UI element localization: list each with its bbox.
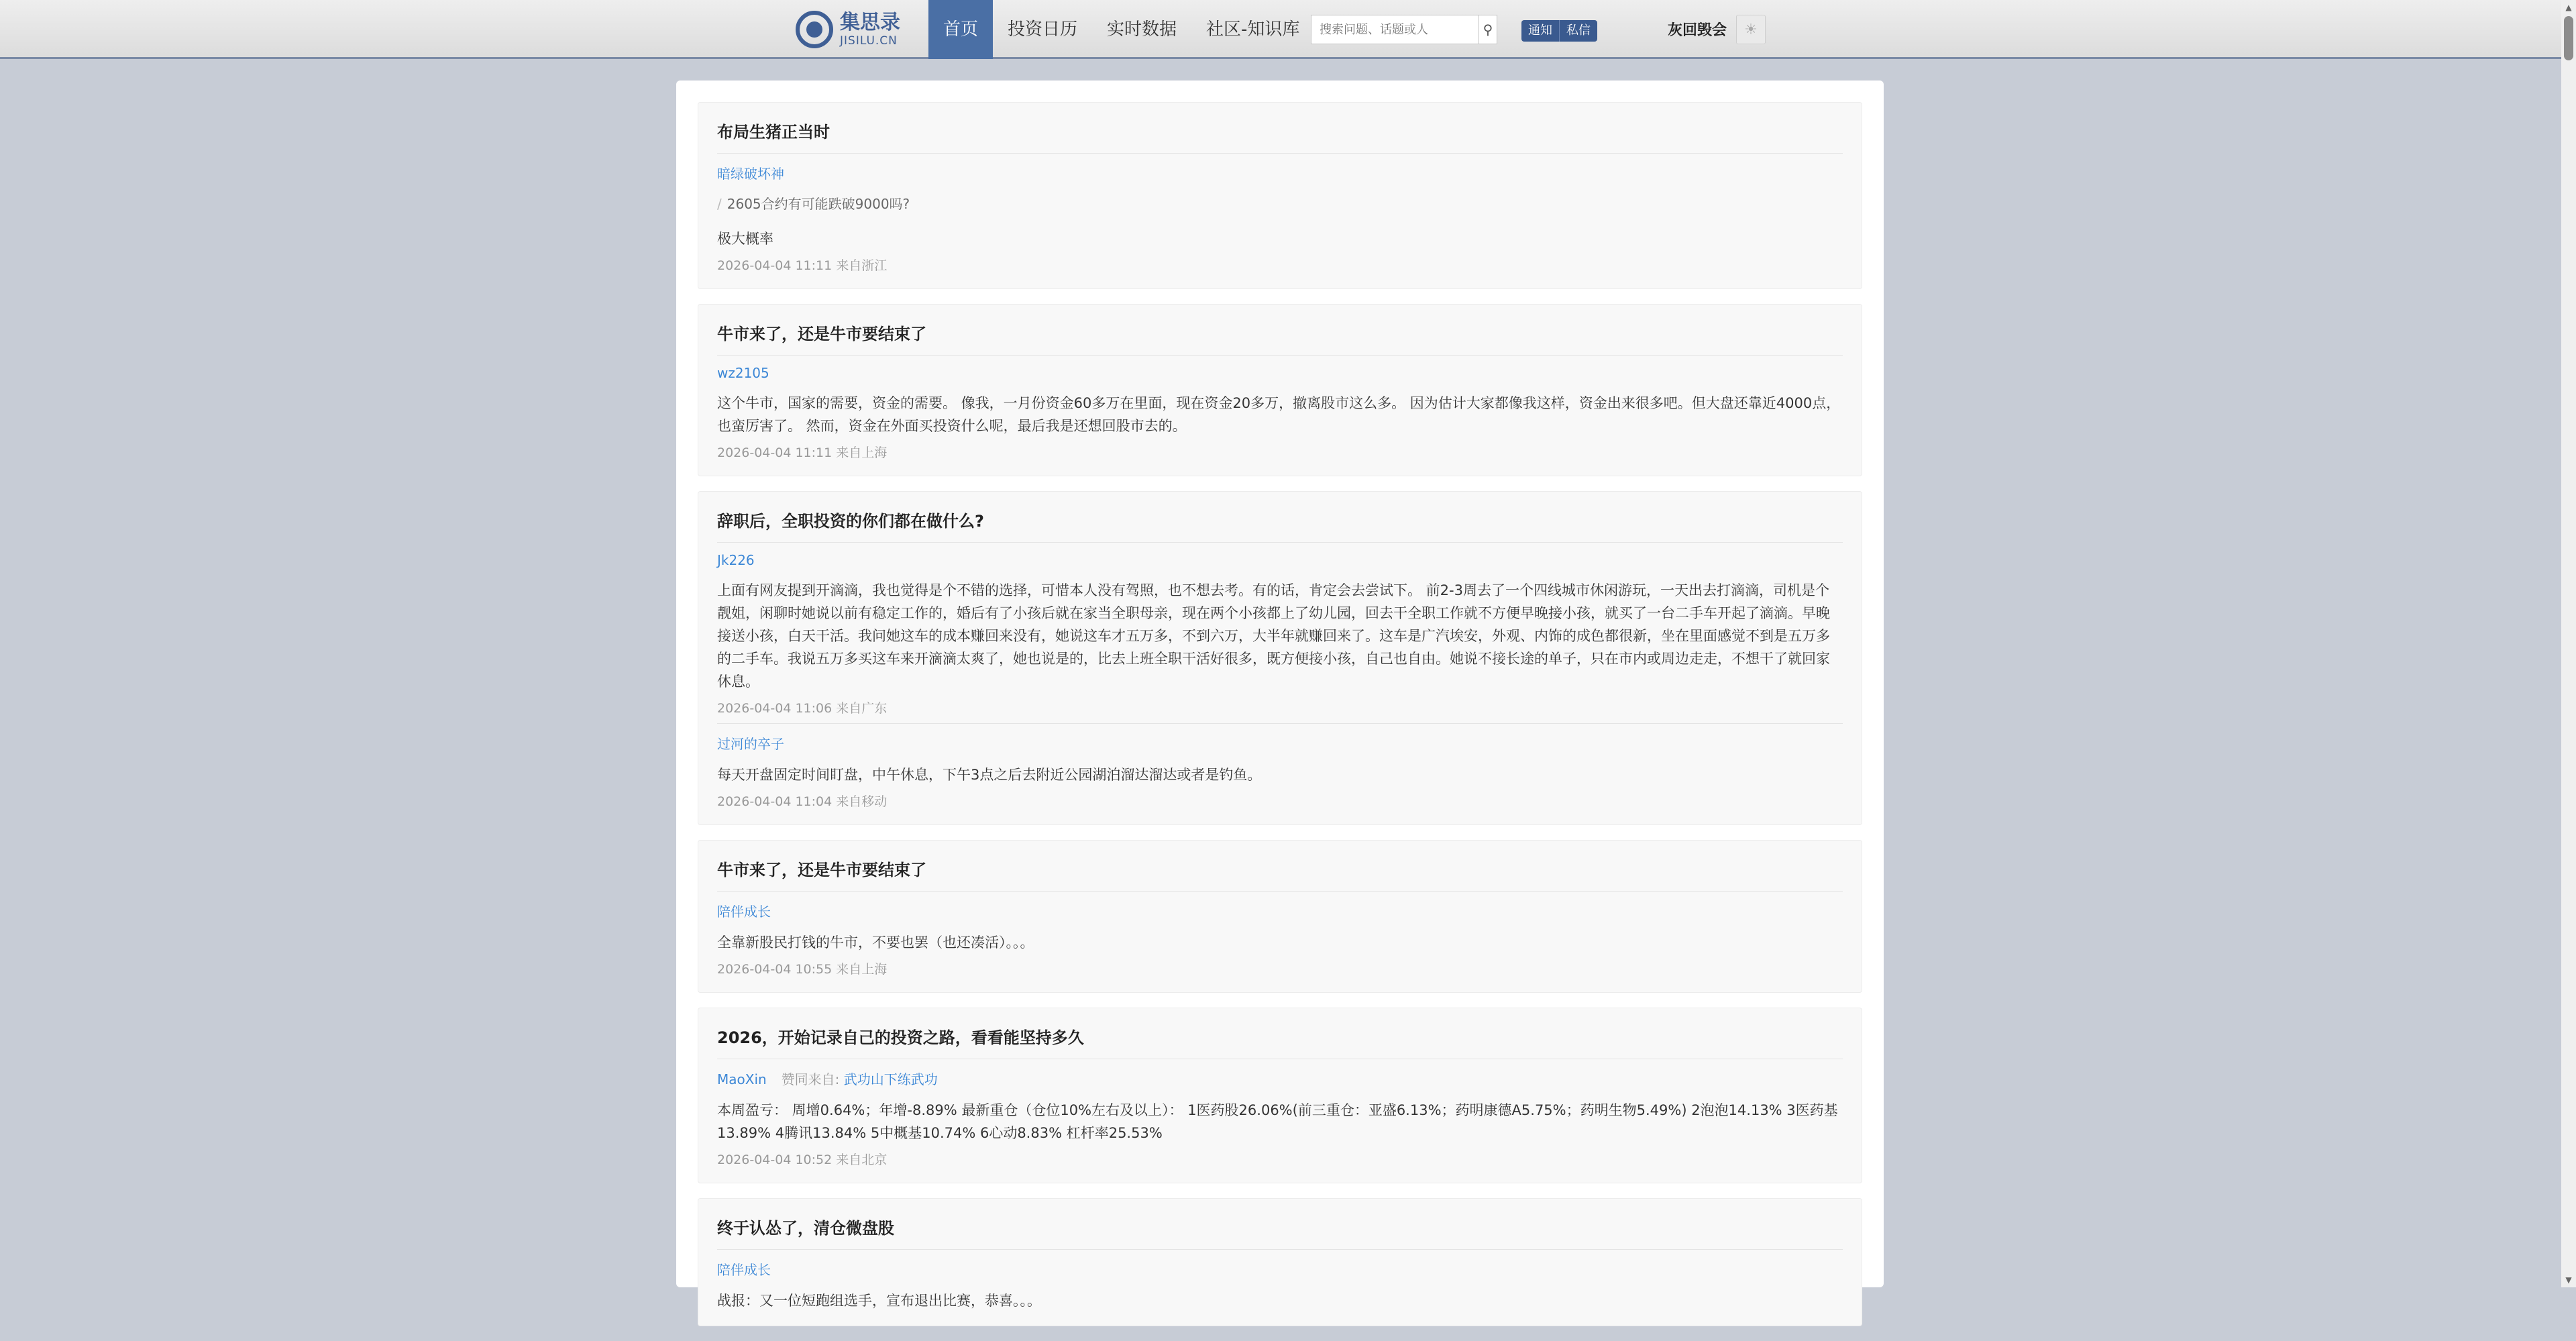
reply-source: 来自北京 — [836, 1152, 888, 1167]
reply-meta — [717, 792, 1843, 810]
search-box — [1311, 15, 1497, 44]
nav-item-calendar[interactable]: 投资日历 — [1008, 19, 1078, 40]
reply-meta — [717, 256, 1843, 274]
question-title[interactable]: 牛市来了，还是牛市要结束了 — [717, 853, 1843, 892]
reply-meta — [717, 959, 1843, 977]
logo-icon — [796, 11, 833, 48]
scroll-down-arrow-icon[interactable]: ▼ — [2565, 1275, 2572, 1285]
search-input[interactable] — [1311, 15, 1479, 44]
main-nav — [928, 0, 1314, 59]
reply-author[interactable]: 陪伴成长 — [717, 904, 771, 920]
question-title[interactable]: 终于认怂了，清仓微盘股 — [717, 1211, 1843, 1250]
reply — [717, 723, 1843, 810]
search-icon[interactable]: ⚲ — [1479, 15, 1497, 44]
reply-source: 来自移动 — [836, 794, 888, 809]
nav-item-home[interactable]: 首页 — [928, 0, 993, 59]
reply-time: 2026-04-04 10:55 — [717, 962, 833, 977]
feed-card — [698, 1198, 1862, 1326]
quote-mark-icon: / — [717, 196, 722, 212]
reply-time: 2026-04-04 11:04 — [717, 794, 833, 809]
question-title[interactable]: 辞职后，全职投资的你们都在做什么? — [717, 504, 1843, 543]
reply-meta — [717, 443, 1843, 461]
scroll-up-arrow-icon[interactable]: ▲ — [2565, 3, 2572, 12]
reply-body: 每天开盘固定时间盯盘，中午休息，下午3点之后去附近公园湖泊溜达溜达或者是钓鱼。 — [717, 767, 1262, 783]
reply — [717, 154, 1843, 274]
question-title[interactable]: 牛市来了，还是牛市要结束了 — [717, 317, 1843, 356]
feed-card — [698, 840, 1862, 993]
avatar-icon[interactable]: ☀ — [1736, 15, 1766, 44]
feed-card — [698, 491, 1862, 825]
reply-author[interactable]: Jk226 — [717, 552, 755, 568]
reply-meta — [717, 698, 1843, 716]
main-content — [676, 81, 1884, 1309]
reply — [717, 1059, 1843, 1168]
reply-meta — [717, 1150, 1843, 1168]
reply — [717, 356, 1843, 461]
feed-card — [698, 102, 1862, 289]
reply-quote: / 2605合约有可能跌破9000吗? — [717, 196, 910, 212]
reply-time: 2026-04-04 10:52 — [717, 1152, 833, 1167]
reply-body: 极大概率 — [717, 231, 773, 247]
reply — [717, 892, 1843, 977]
reply-author[interactable]: 暗绿破坏神 — [717, 166, 784, 182]
site-logo[interactable] — [796, 5, 900, 54]
logo-name-en: JISILU.CN — [840, 34, 898, 48]
reply — [717, 543, 1843, 716]
reply-time: 2026-04-04 11:11 — [717, 258, 833, 273]
feed-card — [698, 1008, 1862, 1183]
notify-button[interactable]: 通知 — [1521, 20, 1560, 42]
top-navbar — [0, 0, 2576, 59]
reply-time: 2026-04-04 11:06 — [717, 701, 833, 716]
header-actions — [1521, 20, 1597, 42]
reply-body: 上面有网友提到开滴滴，我也觉得是个不错的选择，可惜本人没有驾照，也不想去考。有的话，肯定会去尝试下。 前2-3周去了一个四线城市休闲游玩，一天出去打滴滴，司机是个靓姐，闲聊时她说以前有稳定工作的，婚后有了小孩后就在家当全职母亲，现在两个小孩都上了幼儿园，回去干全职工作就不方便早晚接小孩，就买了一台二手车开起了滴滴。早晚接送小孩，白天干活。我问她这车的成本赚回来没有，她说这车才五万多，不到六万，大半年就赚回来了。这车是广汽埃安，外观、内饰的成色都很新，坐在里面感觉不到是五万多的二手车。我说五万多买这车来开滴滴太爽了，她也说是的，比去上班全职干活好很多，既方便接小孩，自己也自由。她说不接长途的单子，只在市内或周边走走，不想干了就回家休息。 — [717, 582, 1830, 690]
reply-body: 这个牛市，国家的需要，资金的需要。 像我，一月份资金60多万在里面，现在资金20多万，撤离股市这么多。 因为估计大家都像我这样，资金出来很多吧。但大盘还靠近4000点，也蛮厉害了。 然而，资金在外面买投资什么呢，最后我是还想回股市去的。 — [717, 395, 1841, 434]
reply-source: 来自浙江 — [836, 258, 888, 273]
logo-name-cn: 集思录 — [840, 10, 900, 34]
reply-author[interactable]: MaoXin — [717, 1071, 767, 1087]
nav-item-realtime-data[interactable]: 实时数据 — [1107, 19, 1177, 40]
scroll-thumb[interactable] — [2564, 16, 2573, 60]
activity-feed — [698, 102, 1862, 1341]
question-title[interactable]: 布局生猪正当时 — [717, 115, 1843, 154]
message-button[interactable]: 私信 — [1560, 20, 1597, 42]
user-name[interactable]: 灰回毁会 — [1668, 22, 1727, 39]
reply-author[interactable]: wz2105 — [717, 365, 769, 381]
reply-source: 来自广东 — [836, 701, 888, 716]
page-scrollbar[interactable] — [2561, 0, 2576, 1287]
thanks-user[interactable]: 武功山下练武功 — [843, 1071, 938, 1087]
reply-body: 全靠新股民打钱的牛市，不要也罢（也还凑活）。。。 — [717, 934, 1034, 951]
thanks-label: 赞同来自: — [781, 1071, 840, 1087]
reply-author[interactable]: 过河的卒子 — [717, 736, 784, 752]
reply-source: 来自上海 — [836, 445, 888, 460]
feed-card — [698, 304, 1862, 476]
reply — [717, 1250, 1843, 1312]
reply-body: 战报：又一位短跑组选手，宣布退出比赛，恭喜。。。 — [717, 1293, 1041, 1309]
nav-item-community[interactable]: 社区-知识库 — [1206, 19, 1300, 40]
reply-time: 2026-04-04 11:11 — [717, 445, 833, 460]
reply-author[interactable]: 陪伴成长 — [717, 1262, 771, 1278]
reply-author-line — [717, 1069, 1843, 1088]
question-title[interactable]: 2026，开始记录自己的投资之路，看看能坚持多久 — [717, 1020, 1843, 1059]
reply-source: 来自上海 — [836, 962, 888, 977]
reply-body: 本周盈亏： 周增0.64%；年增-8.89% 最新重仓（仓位10%左右及以上）： 1医药股26.06%(前三重仓：亚盛6.13%；药明康德A5.75%；药明生物5.49%) 2泡泡14.13% 3医药基13.89% 4腾讯13.84% 5中概基10.74% 6心动8.83% 杠杆率25.53% — [717, 1102, 1838, 1141]
